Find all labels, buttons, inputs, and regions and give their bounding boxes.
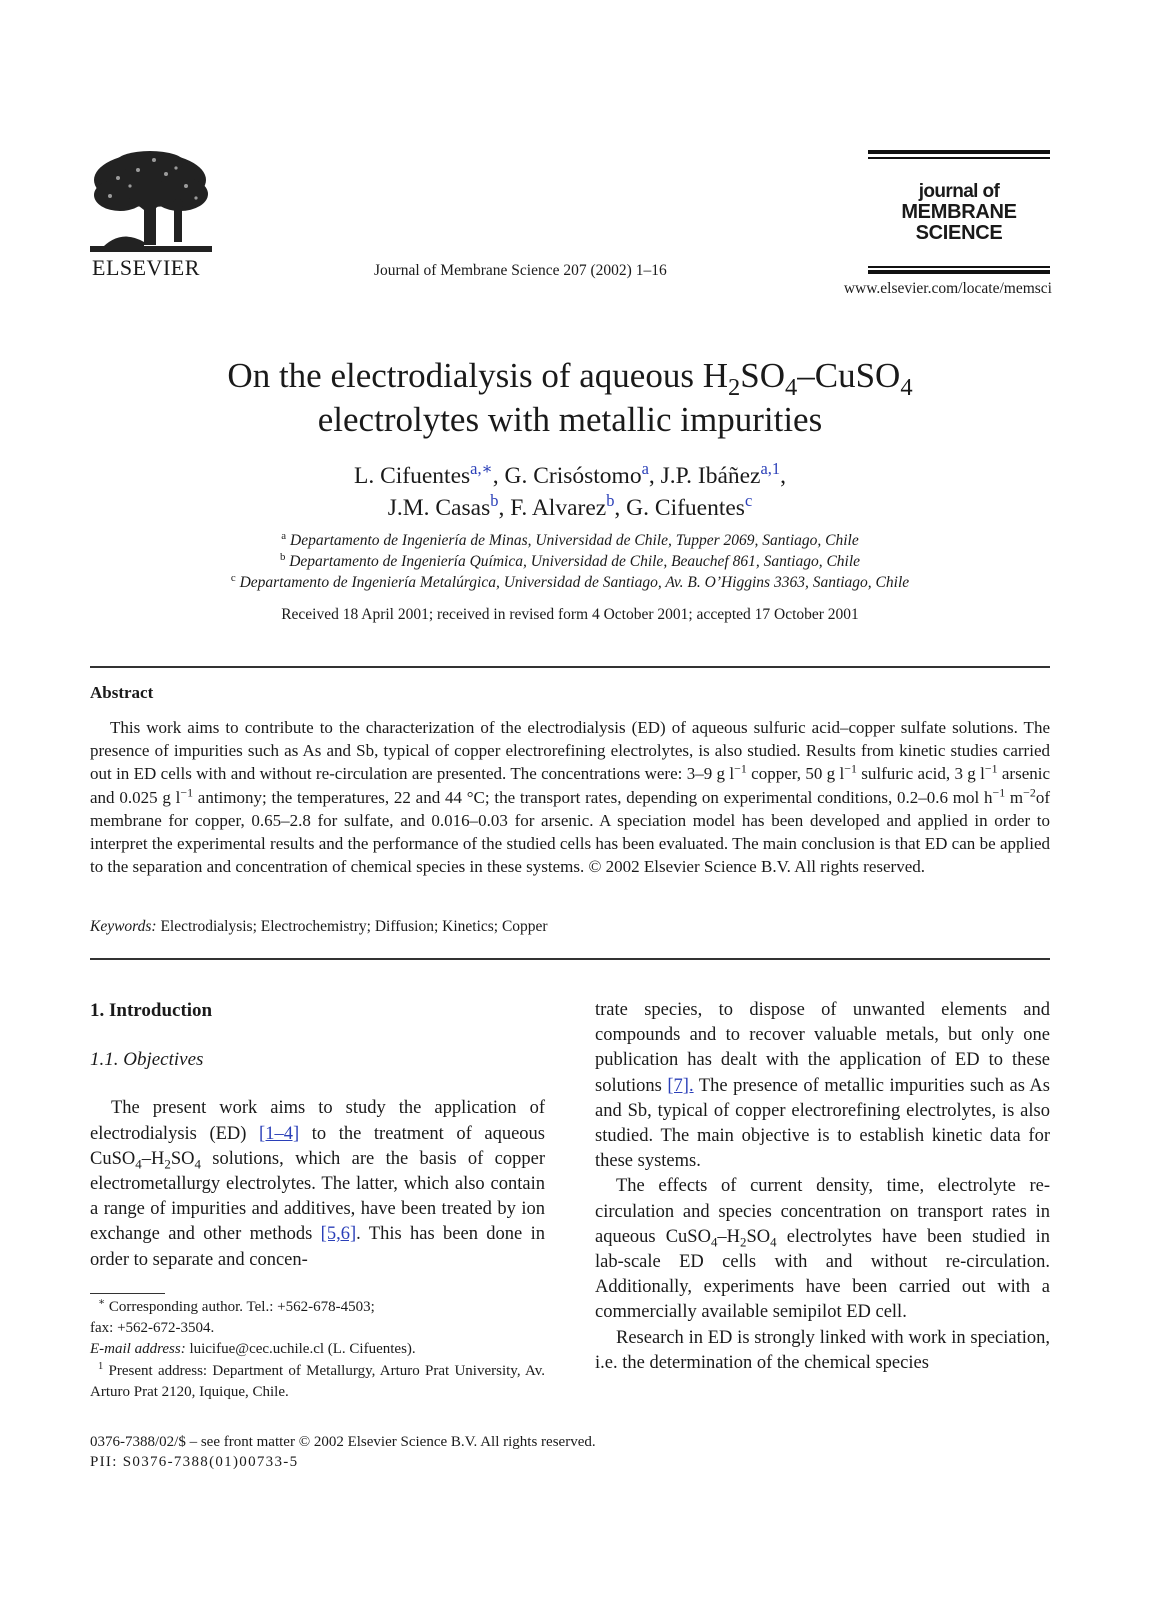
keywords (90, 918, 548, 936)
abstract-heading: Abstract (90, 683, 154, 702)
journal-citation: Journal of Membrane Science 207 (2002) 1–16 (374, 262, 667, 279)
author-list (90, 460, 1050, 524)
body-column-right (595, 998, 1050, 1376)
affiliation-a: $^a$ Departamento de Ingeniería de Minas, Universidad de Chile, Tupper 2069, Santiago, Chile (281, 529, 859, 549)
author-affiliation-mark[interactable]: b (490, 491, 499, 511)
page-footer (90, 1432, 596, 1472)
article-title (90, 354, 1050, 442)
authors-line2: J.M. Casas$^b$, F. Alvarez$^b$, G. Cifuentes$^c$ (387, 491, 753, 521)
footnote-rule (90, 1293, 165, 1294)
author-name[interactable]: G. Crisóstomo (504, 463, 642, 489)
header-rule-bottom-thick (868, 270, 1050, 274)
author-affiliation-mark[interactable]: c (744, 491, 753, 511)
author-affiliation-mark[interactable]: a (641, 459, 649, 479)
header-rule-top-thin (868, 157, 1050, 159)
section-heading: 1. Introduction (90, 1000, 213, 1021)
author-name[interactable]: J.P. Ibáñez (660, 463, 761, 489)
abstract-text: This work aims to contribute to the characterization of the electrodialysis (ED) of aqueous sulfuric acid–copper sulfate solutions. The presence of impurities such as As and Sb, typical of copper electrorefining electrolytes, is also studied. Results from kinetic studies carried out in ED cells with and without re-circulation are presented. The concentrations were: 3–9 g $l^{-1}$ copper, 50 g $l^{-1}$ sulfuric acid, 3 g $l^{-1}$ arsenic and 0.025 g $l^{-1}$ antimony; the temperatures, 22 and 44 °C; the transport rates, depending on experimental conditions, 0.2–0.6 mol $h^{-1}$ $m^{-2}of$ membrane for copper, 0.65–2.8 for sulfate, and 0.016–0.03 for arsenic. A speciation model has been developed and applied in order to interpret the experimental results and the performance of the studied cells has been evaluated. The main conclusion is that ED can be applied to the separation and concentration of chemical species in these systems. © 2002 Elsevier Science B.V. All rights reserved. (90, 718, 1051, 877)
journal-name-line3: SCIENCE (915, 222, 1003, 244)
affiliation-c: $^c$ Departamento de Ingeniería Metalúrgica, Universidad de Santiago, Av. B. O’Higgins 3363, Santiago, Chile (230, 571, 910, 591)
subsection-heading: 1.1. Objectives (90, 1049, 204, 1071)
footnote-email: E-mail address: luicifue@cec.uchile.cl (L. Cifuentes). (90, 1341, 416, 1358)
citation-link[interactable]: [7]. (667, 1075, 694, 1096)
body-column-left (90, 998, 545, 1273)
copyright-line: 0376-7388/02/$ – see front matter © 2002 Elsevier Science B.V. All rights reserved. (90, 1434, 596, 1450)
keywords-list: Electrodialysis; Electrochemistry; Diffusion; Kinetics; Copper (156, 918, 548, 935)
author-affiliation-mark[interactable]: a,1 (760, 459, 781, 479)
divider-top (90, 666, 1050, 668)
author-name[interactable]: L. Cifuentes (353, 463, 471, 489)
paragraph: Research in ED is strongly linked with work in speciation, i.e. the determination of the chemical species (595, 1327, 1050, 1373)
title-line2: electrolytes with metallic impurities (317, 400, 823, 439)
affiliation-list (90, 530, 1050, 593)
author-name[interactable]: G. Cifuentes (626, 495, 745, 521)
footnotes (90, 1297, 545, 1403)
author-affiliation-mark[interactable]: a,∗ (470, 459, 493, 479)
author-name[interactable]: J.M. Casas (387, 495, 491, 521)
title-line1: On the electrodialysis of aqueous $H_2SO_4-CuSO_4$ (227, 356, 913, 401)
paragraph: The effects of current density, time, electrolyte re-circulation and species concentration on transport rates in aqueous $CuSO_4-H_2SO_4$ electrolytes have been studied in lab-scale ED cells with and without re-circulation. Additionally, experiments have been carried out with a commercially available semipilot ED cell. (595, 1176, 1050, 1323)
journal-logotype (868, 181, 1050, 244)
author-name[interactable]: F. Alvarez (510, 495, 607, 521)
publisher-name: ELSEVIER (92, 255, 200, 280)
citation-link[interactable]: [5,6] (320, 1224, 357, 1245)
paragraph: trate species, to dispose of unwanted elements and compounds and to recover valuable metals, but only one publication has dealt with the application of ED to these solutions [7]. The presence of metallic impurities such as As and Sb, typical of copper electrorefining electrolytes, is also studied. The main objective is to establish kinetic data for these systems. (595, 1000, 1050, 1172)
citation-link[interactable]: [1–4] (259, 1123, 300, 1144)
footnote-fax: fax: +562-672-3504. (90, 1320, 215, 1337)
affiliation-b: $^b$ Departamento de Ingeniería Química, Universidad de Chile, Beauchef 861, Santiago, Chile (279, 550, 861, 570)
keywords-label: Keywords: (90, 918, 157, 935)
journal-name-line2: MEMBRANE (901, 201, 1017, 223)
footnote-corresponding: ∗ Corresponding author. Tel.: +562-678-4503; (98, 1297, 375, 1315)
header-rule-bottom-thin (868, 266, 1050, 268)
journal-url[interactable]: www.elsevier.com/locate/memsci (843, 280, 1052, 297)
received-dates: Received 18 April 2001; received in revised form 4 October 2001; accepted 17 October 2001 (281, 606, 859, 623)
divider-bottom (90, 958, 1050, 960)
header-rule-top-thick (868, 150, 1050, 154)
footnote-present-address: $^1$ Present address: Department of Metallurgy, Arturo Prat University, Av. Arturo Prat 2120, Iquique, Chile. (90, 1360, 545, 1400)
paragraph: The present work aims to study the application of electrodialysis (ED) [1–4] to the treatment of aqueous $CuSO_4-H_2SO_4$ solutions, which are the basis of copper electrometallurgy electrolytes. The latter, which also contain a range of impurities and additives, have been treated by ion exchange and other methods [5,6]. This has been done in order to separate and concen- (90, 1098, 545, 1270)
tree-logo-icon (90, 150, 212, 255)
email-link[interactable]: luicifue@cec.uchile.cl (L. Cifuentes). (185, 1341, 416, 1358)
author-affiliation-mark[interactable]: b (606, 491, 615, 511)
pii-line: PII: S0376-7388(01)00733-5 (90, 1454, 299, 1470)
journal-name-line1: journal of (918, 181, 1000, 202)
authors-line1: L. Cifuentes$^{a,∗}$, G. Crisóstomo$^a$, J.P. Ibáñez$^{a,1}$, (353, 459, 786, 489)
